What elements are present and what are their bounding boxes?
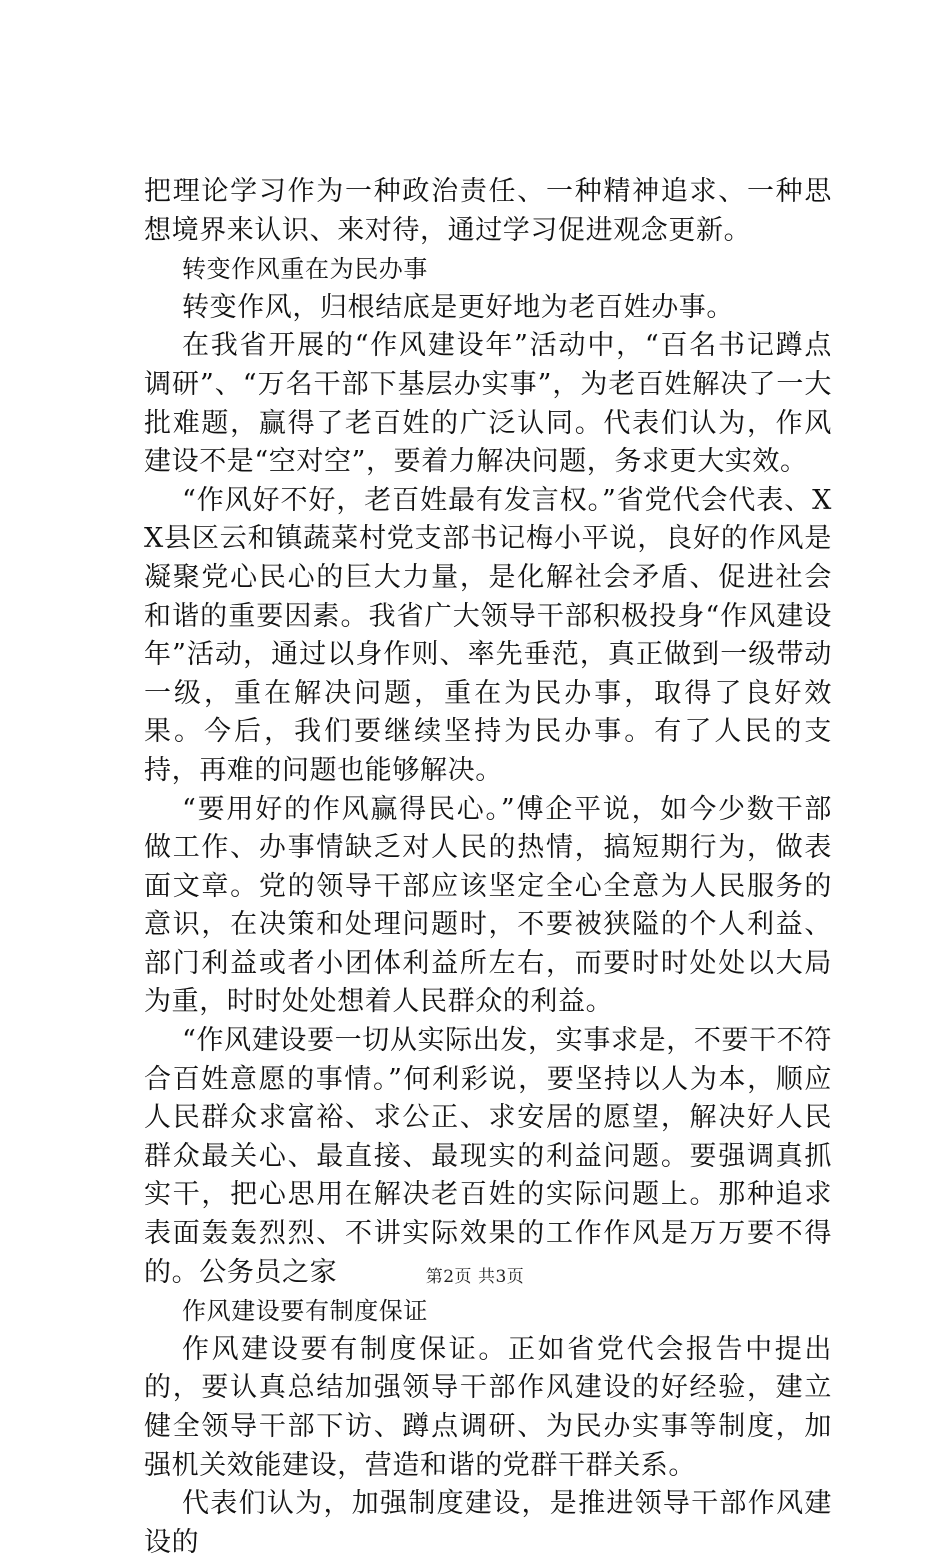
paragraph-system-guarantee: 作风建设要有制度保证。正如省党代会报告中提出的，要认真总结加强领导干部作风建设的好经验，建立健全领导干部下访、蹲点调研、为民办实事等制度，加强机关效能建设，营造和谐的党群干群关系。 [144,1333,832,1481]
paragraph-he-licai: “作风建设要一切从实际出发，实事求是，不要干不符合百姓意愿的事情。”何利彩说，要坚持以人为本，顺应人民群众求富裕、求公正、求安居的愿望，解决好人民群众最关心、最直接、最现实的利益问题。要强调真抓实干，把心思用在解决老百姓的实际问题上。那种追求表面轰轰烈烈、不讲实际效果的工作作风是万万要不得的。公务员之家 [144,1025,832,1288]
section-heading-system-guarantee: 作风建设要有制度保证 [182,1297,428,1326]
paragraph-fu-qiping: “要用好的作风赢得民心。”傅企平说，如今少数干部做工作、办事情缺乏对人民的热情，搞短期行为，做表面文章。党的领导干部应该坚定全心全意为人民服务的意识，在决策和处理问题时，不要被狭隘的个人利益、部门利益或者小团体利益所左右，而要时时处处以大局为重，时时处处想着人民群众的利益。 [144,793,832,1018]
section-heading-serve-people: 转变作风重在为民办事 [182,255,428,284]
paragraph-mei-xiaoping: “作风好不好，老百姓最有发言权。”省党代会代表、XX县区云和镇蔬菜村党支部书记梅小平说，良好的作风是凝聚党心民心的巨大力量，是化解社会矛盾、促进社会和谐的重要因素。我省广大领导干部积极投身“作风建设年”活动，通过以身作则、率先垂范，真正做到一级带动一级，重在解决问题，重在为民办事，取得了良好效果。今后，我们要继续坚持为民办事。有了人民的支持，再难的问题也能够解决。 [144,484,832,786]
paragraph-representatives: 代表们认为，加强制度建设，是推进领导干部作风建设的 [144,1488,832,1558]
paragraph-style-building-year: 在我省开展的“作风建设年”活动中，“百名书记蹲点调研”、“万名干部下基层办实事”，为老百姓解决了一大批难题，赢得了老百姓的广泛认同。代表们认为，作风建设不是“空对空”，要着力解决问题，务求更大实效。 [144,330,832,478]
document-body [144,173,832,1562]
page-number-footer: 第2页 共3页 [425,1267,525,1287]
paragraph-theory-study: 把理论学习作为一种政治责任、一种精神追求、一种思想境界来认识、来对待，通过学习促进观念更新。 [144,176,832,246]
paragraph-change-style: 转变作风，归根结底是更好地为老百姓办事。 [182,291,734,323]
